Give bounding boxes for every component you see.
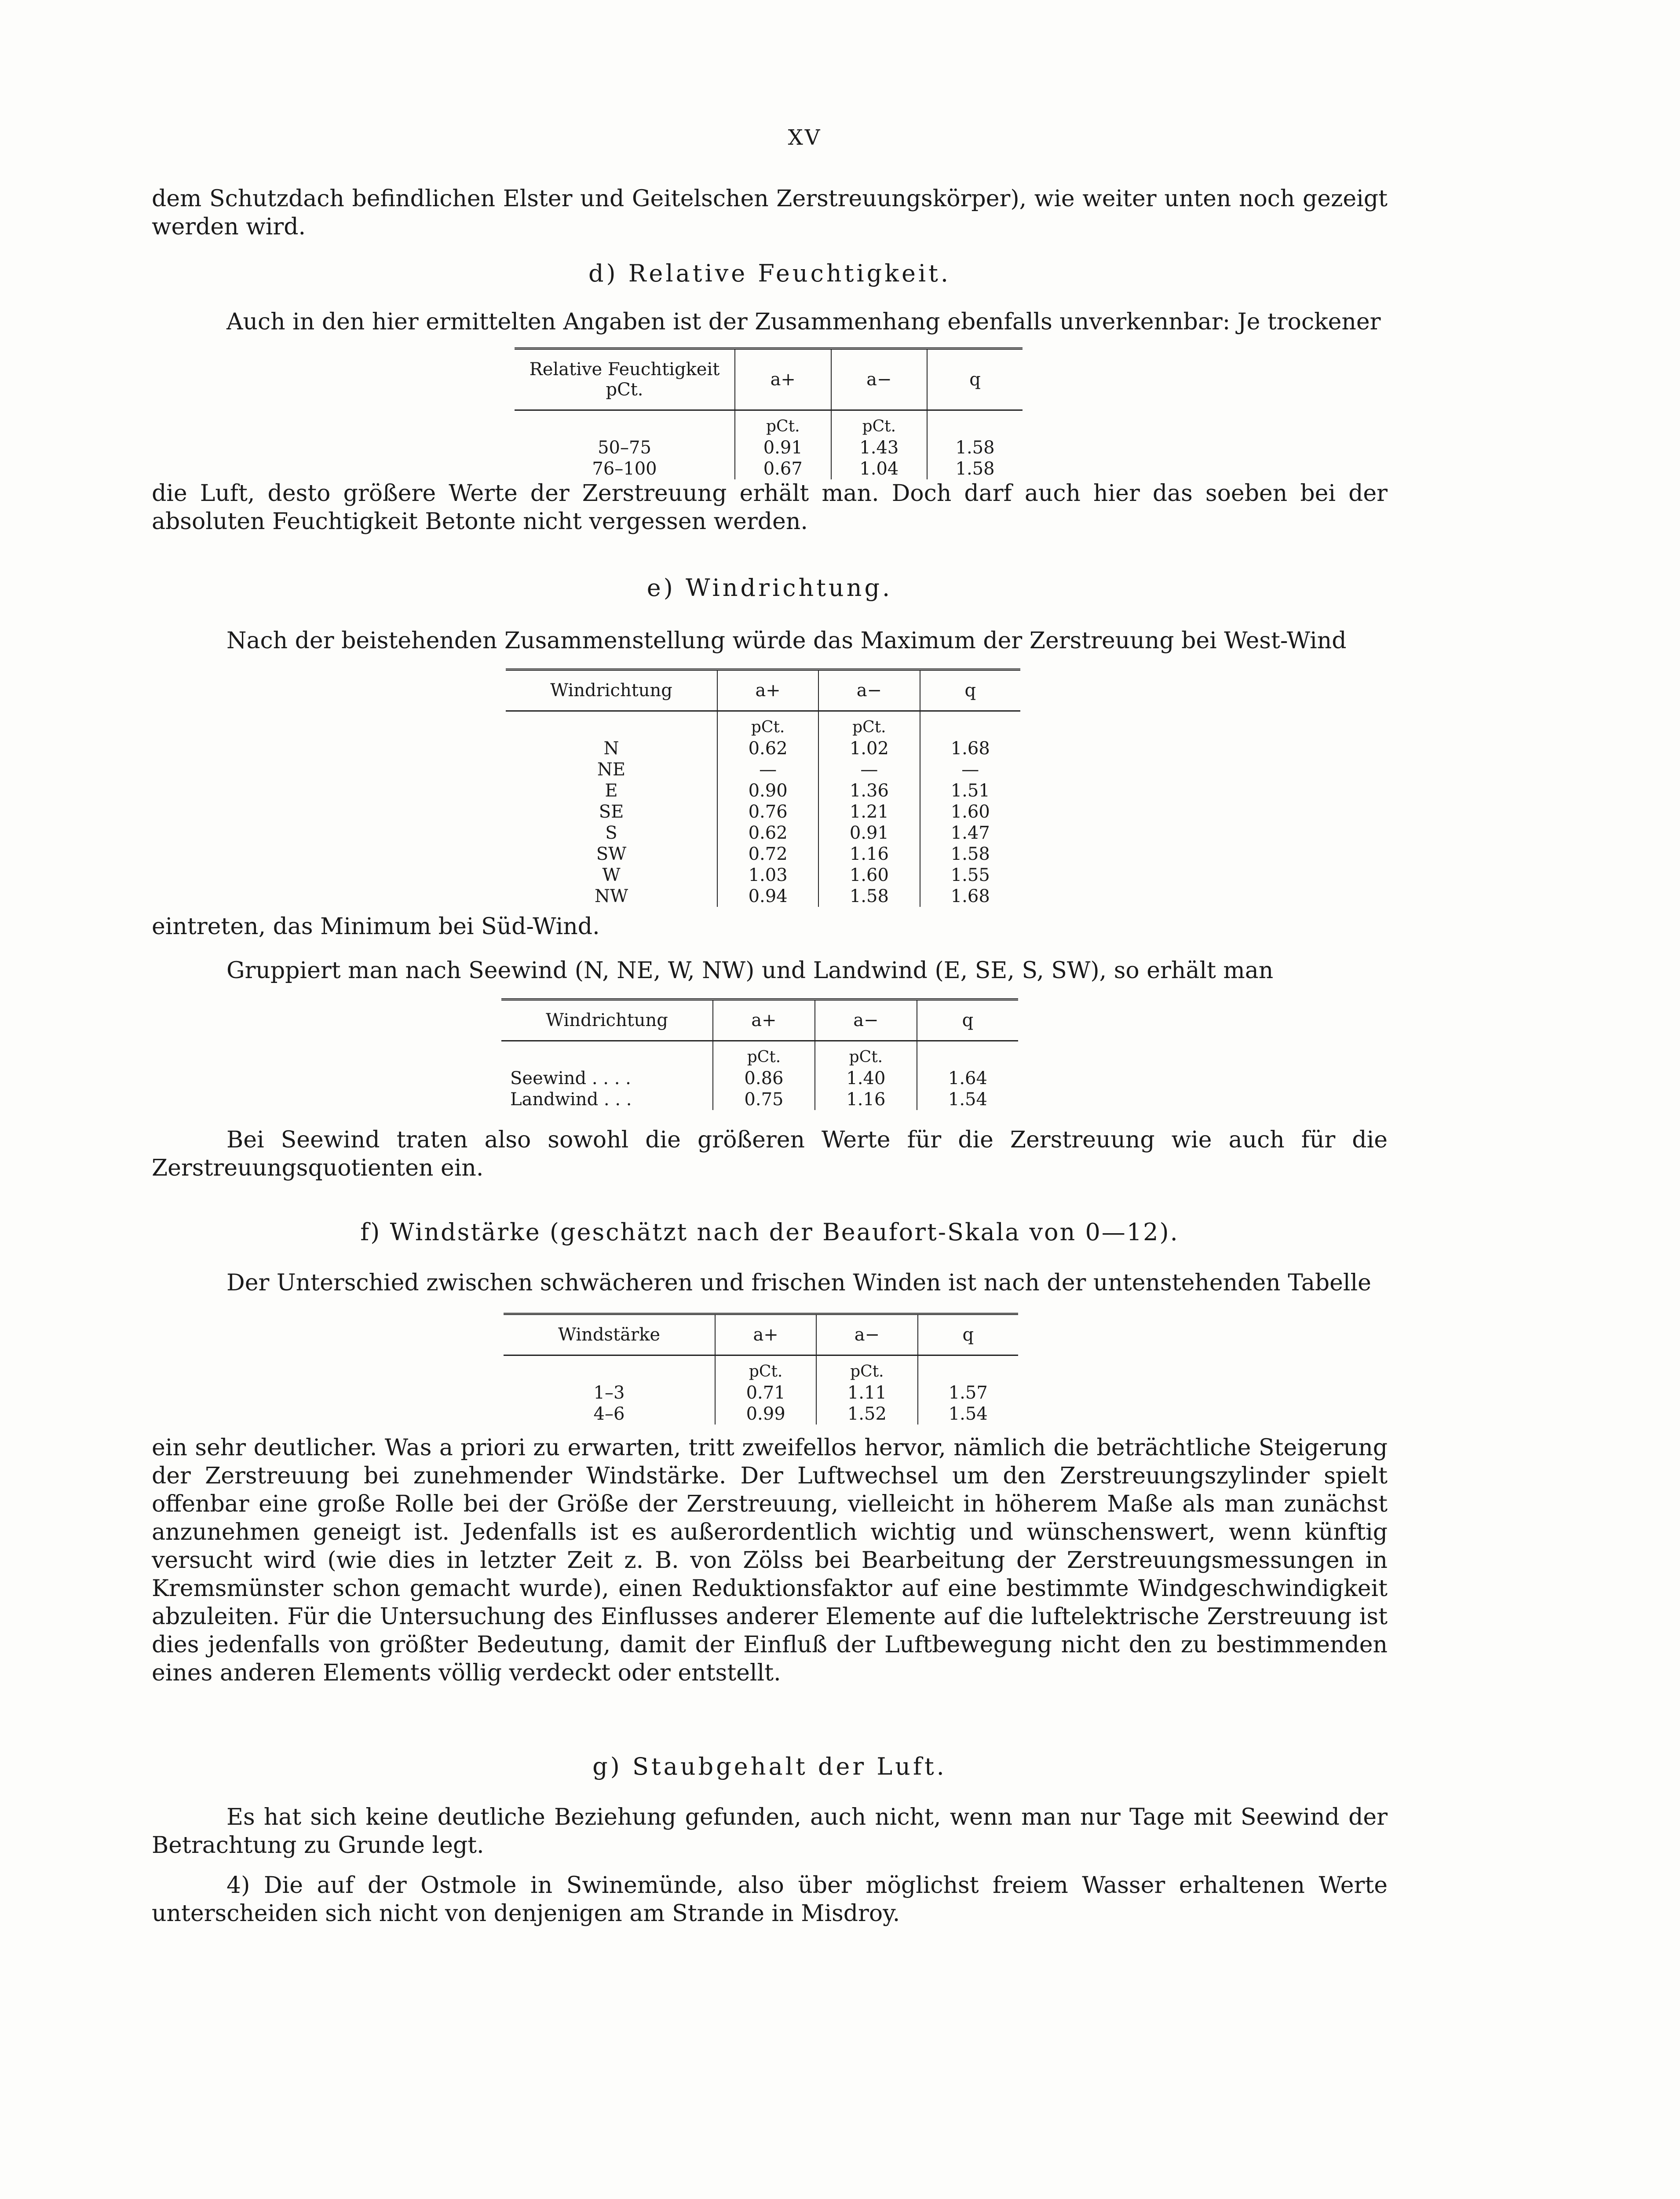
col-header: q [918,1314,1019,1355]
paragraph-wind-strength-after: ein sehr deutlicher. Was a priori zu erwarten, tritt zweifellos hervor, nämlich die beträchtliche Steigerung der Zerstreuung bei zunehmender Windstärke. Der Luftwechsel um den Zerstreuungszylinder spielt offenbar eine große Rolle bei der Größe der Zerstreuung, vielleicht in höherem Maße als man zunächst anzunehmen geneigt ist. Jedenfalls ist es außerordentlich wichtig und wünschenswert, wenn künftig versucht wird (wie dies in letzter Zeit z. B. von Zölss bei Bearbeitung der Zerstreuungsmessungen in Kremsmünster schon gemacht wurde), einen Reduktionsfaktor auf eine bestimmte Windgeschwindigkeit abzuleiten. Für die Untersuchung des Einflusses anderer Elemente auf die luftelektrische Zerstreuung ist dies jedenfalls von größter Bedeutung, damit der Einfluß der Luftbewegung nicht den zu bestimmenden eines anderen Elements völlig verdeckt oder entstellt. [152,1435,1388,1686]
unit-label: pCt. [715,1355,816,1383]
col-header: a− [831,349,928,410]
table-row [506,865,1020,886]
cell-a-plus: 1.03 [717,865,818,886]
cell-a-minus: 1.52 [816,1403,917,1425]
cell-q: — [920,759,1021,780]
cell-a-plus: 0.75 [713,1089,815,1110]
table-sea-land-wind [501,998,1018,1110]
row-label: SE [599,802,624,822]
cell-a-plus: 0.72 [717,844,818,865]
col-header: Windstärke [504,1314,715,1355]
paragraph-seewind-result: Bei Seewind traten also sowohl die größeren Werte für die Zerstreuung wie auch für die Zerstreuungsquotienten ein. [152,1127,1388,1181]
cell-a-plus: 0.76 [717,801,818,822]
cell-q: 1.68 [920,886,1021,907]
col-header: a− [816,1314,917,1355]
cell-q: 1.55 [920,865,1021,886]
cell-q: 1.68 [920,738,1021,759]
table-row [506,738,1020,759]
cell-a-plus: 0.94 [717,886,818,907]
col-header: a+ [735,349,831,410]
paragraph-humidity-intro: Auch in den hier ermittelten Angaben ist der Zusammenhang ebenfalls unverkennbar: Je trockener [226,309,1381,335]
table-row [504,1403,1018,1425]
cell-a-plus: 0.90 [717,780,818,801]
unit-label: pCt. [713,1041,815,1068]
cell-a-plus: — [717,759,818,780]
cell-a-plus: 0.71 [715,1382,816,1403]
table-row [515,458,1023,479]
cell-a-minus: 1.58 [818,886,920,907]
table-row [506,844,1020,865]
row-label: 50–75 [598,438,651,458]
table-row [504,1382,1018,1403]
table-row [501,1089,1018,1110]
row-label: E [605,781,618,801]
section-heading-relative-humidity: d) Relative Feuchtigkeit. [588,259,951,287]
table-row [506,886,1020,907]
cell-a-minus: 1.43 [831,437,928,458]
cell-a-minus: 1.60 [818,865,920,886]
cell-a-minus: 1.21 [818,801,920,822]
col-header: a− [815,1000,917,1041]
col-header: Relative Feuchtigkeit pCt. [515,349,735,410]
cell-a-minus: 1.16 [818,844,920,865]
paragraph-wind-direction-intro: Nach der beistehenden Zusammenstellung würde das Maximum der Zerstreuung bei West-Wind [226,628,1347,654]
cell-a-minus: 1.04 [831,458,928,479]
cell-q: 1.60 [920,801,1021,822]
table-row [515,410,1023,438]
cell-q: 1.58 [927,437,1023,458]
table-row [506,711,1020,738]
cell-a-plus: 0.67 [735,458,831,479]
table-wind-strength [504,1313,1018,1425]
cell-a-minus: 1.16 [815,1089,917,1110]
cell-q: 1.64 [917,1068,1018,1089]
cell-a-minus: 1.40 [815,1068,917,1089]
table-row [506,822,1020,844]
row-label: Landwind . . . [510,1089,632,1110]
col-header: a− [818,670,920,711]
table-row [501,1041,1018,1068]
paragraph-ostmole: 4) Die auf der Ostmole in Swinemünde, also über möglichst freiem Wasser erhaltenen Werte unterscheiden sich nicht von denjenigen am Strande in Misdroy. [152,1872,1388,1927]
cell-q: 1.58 [927,458,1023,479]
row-label: 1–3 [593,1383,625,1403]
table-wind-direction [506,668,1020,907]
row-label: SW [596,844,627,864]
unit-label: pCt. [818,711,920,738]
table-row [515,437,1023,458]
paragraph-wind-strength-intro: Der Unterschied zwischen schwächeren und frischen Winden ist nach der untenstehenden Tabelle [226,1270,1371,1296]
col-header: Windrichtung [501,1000,713,1041]
section-heading-wind-strength: f) Windstärke (geschätzt nach der Beaufort-Skala von 0—12). [360,1218,1179,1246]
col-header: a+ [715,1314,816,1355]
row-label: N [603,738,619,759]
paragraph-text: dem Schutzdach befindlichen Elster und Geitelschen Zerstreuungskörper), wie weiter unten noch gezeigt werden wird. [152,186,1388,240]
unit-label: pCt. [831,410,928,438]
table-relative-humidity [515,347,1023,479]
table-row [506,801,1020,822]
table-row [506,780,1020,801]
cell-a-minus: 1.11 [816,1382,917,1403]
cell-q: 1.57 [918,1382,1019,1403]
cell-q: 1.47 [920,822,1021,844]
cell-a-minus: 0.91 [818,822,920,844]
section-heading-dust: g) Staubgehalt der Luft. [592,1753,947,1780]
paragraph-wind-direction-after: eintreten, das Minimum bei Süd-Wind. [152,913,600,940]
col-header: Windrichtung [506,670,717,711]
cell-a-minus: — [818,759,920,780]
row-label: Seewind . . . . [510,1068,631,1089]
unit-label: pCt. [735,410,831,438]
table-row [504,1355,1018,1383]
col-header: q [920,670,1021,711]
paragraph-intro [152,185,1388,241]
table-row [501,1068,1018,1089]
row-label: 4–6 [593,1404,625,1424]
section-heading-wind-direction: e) Windrichtung. [646,574,893,602]
cell-q: 1.58 [920,844,1021,865]
col-header: a+ [713,1000,815,1041]
cell-a-plus: 0.99 [715,1403,816,1425]
row-label: 76–100 [592,459,657,479]
cell-a-minus: 1.36 [818,780,920,801]
unit-label: pCt. [816,1355,917,1383]
col-header: a+ [717,670,818,711]
col-header: q [927,349,1023,410]
row-label: W [602,865,621,885]
table-row [506,759,1020,780]
page-number: XV [788,125,822,150]
cell-a-plus: 0.86 [713,1068,815,1089]
paragraph-dust: Es hat sich keine deutliche Beziehung gefunden, auch nicht, wenn man nur Tage mit Seewind der Betrachtung zu Grunde legt. [152,1804,1388,1859]
row-label: S [605,823,617,843]
unit-label: pCt. [717,711,818,738]
paragraph-humidity-after: die Luft, desto größere Werte der Zerstreuung erhält man. Doch darf auch hier das soeben bei der absoluten Feuchtigkeit Betonte nicht vergessen werden. [152,480,1388,535]
cell-q: 1.51 [920,780,1021,801]
paragraph-grouping: Gruppiert man nach Seewind (N, NE, W, NW) und Landwind (E, SE, S, SW), so erhält man [226,957,1274,984]
col-header: q [917,1000,1018,1041]
row-label: NE [597,760,626,780]
cell-q: 1.54 [918,1403,1019,1425]
cell-a-minus: 1.02 [818,738,920,759]
row-label: NW [594,886,628,906]
cell-q: 1.54 [917,1089,1018,1110]
cell-a-plus: 0.62 [717,738,818,759]
cell-a-plus: 0.91 [735,437,831,458]
cell-a-plus: 0.62 [717,822,818,844]
unit-label: pCt. [815,1041,917,1068]
